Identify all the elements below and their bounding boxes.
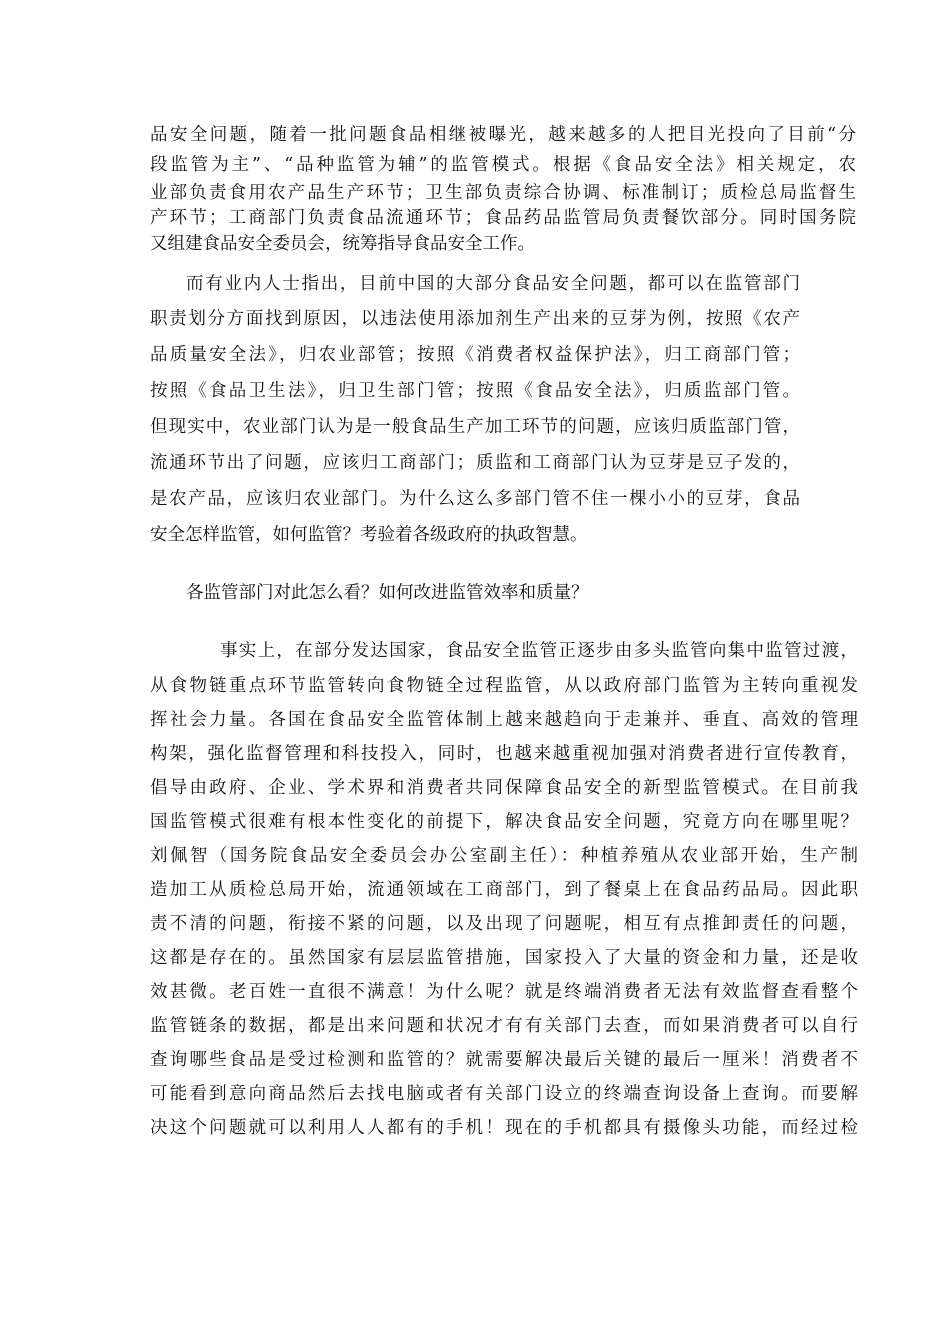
- paragraph-4-line-1: 事实上，在部分发达国家，食品安全监管正逐步由多头监管向集中监管过渡，: [220, 641, 858, 661]
- paragraph-2-line-3: 品质量安全法》，归农业部管；按照《消费者权益保护法》，归工商部门管；: [150, 345, 800, 365]
- paragraph-4-line-5: 倡导由政府、企业、学术界和消费者共同保障食品安全的新型监管模式。在目前我: [150, 778, 858, 798]
- paragraph-4-line-7: 刘佩智（国务院食品安全委员会办公室副主任）：种植养殖从农业部开始，生产制: [150, 846, 858, 866]
- paragraph-4-line-2: 从食物链重点环节监管转向食物链全过程监管，从以政府部门监管为主转向重视发: [150, 676, 858, 696]
- paragraph-4-line-11: 效甚微。老百姓一直很不满意！为什么呢？就是终端消费者无法有效监督查看整个: [150, 982, 858, 1002]
- paragraph-4-line-8: 造加工从质检总局开始，流通领域在工商部门，到了餐桌上在食品药品局。因此职: [150, 880, 858, 900]
- paragraph-4-line-4: 构架，强化监督管理和科技投入，同时，也越来越重视加强对消费者进行宣传教育，: [150, 744, 858, 764]
- paragraph-4-line-15: 决这个问题就可以利用人人都有的手机！现在的手机都具有摄像头功能，而经过检: [150, 1118, 858, 1138]
- paragraph-2-line-6: 流通环节出了问题，应该归工商部门；质监和工商部门认为豆芽是豆子发的，: [150, 453, 800, 473]
- paragraph-4-line-14: 可能看到意向商品然后去找电脑或者有关部门设立的终端查询设备上查询。而要解: [150, 1084, 858, 1104]
- paragraph-4-line-9: 责不清的问题，衔接不紧的问题，以及出现了问题呢，相互有点推卸责任的问题，: [150, 914, 858, 934]
- paragraph-2-line-4: 按照《食品卫生法》，归卫生部门管；按照《食品安全法》，归质监部门管。: [150, 381, 800, 401]
- paragraph-1-line-5: 又组建食品安全委员会，统筹指导食品安全工作。: [150, 234, 535, 254]
- paragraph-4-line-12: 监管链条的数据，都是出来问题和状况才有有关部门去查，而如果消费者可以自行: [150, 1016, 858, 1036]
- paragraph-4-line-6: 国监管模式很难有根本性变化的前提下，解决食品安全问题，究竟方向在哪里呢？: [150, 812, 858, 832]
- paragraph-4-line-10: 这都是存在的。虽然国家有层层监管措施，国家投入了大量的资金和力量，还是收: [150, 948, 858, 968]
- paragraph-2-line-8: 安全怎样监管，如何监管？考验着各级政府的执政智慧。: [150, 525, 588, 545]
- paragraph-2-line-2: 职责划分方面找到原因，以违法使用添加剂生产出来的豆芽为例，按照《农产: [150, 309, 800, 329]
- paragraph-2-line-7: 是农产品，应该归农业部门。为什么这么多部门管不住一棵小小的豆芽，食品: [150, 489, 800, 509]
- paragraph-1-line-1: 品安全问题，随着一批问题食品相继被曝光，越来越多的人把目光投向了目前“分: [150, 125, 856, 145]
- paragraph-2-line-1: 而有业内人士指出，目前中国的大部分食品安全问题，都可以在监管部门: [186, 274, 800, 294]
- paragraph-1-line-2: 段监管为主”、“品种监管为辅”的监管模式。根据《食品安全法》相关规定，农: [150, 155, 856, 175]
- paragraph-4-line-13: 查询哪些食品是受过检测和监管的？就需要解决最后关键的最后一厘米！消费者不: [150, 1050, 858, 1070]
- paragraph-1-line-4: 产环节；工商部门负责食品流通环节；食品药品监管局负责餐饮部分。同时国务院: [150, 208, 856, 228]
- paragraph-4-line-3: 挥社会力量。各国在食品安全监管体制上越来越趋向于走兼并、垂直、高效的管理: [150, 710, 858, 730]
- paragraph-1-line-3: 业部负责食用农产品生产环节；卫生部负责综合协调、标准制订；质检总局监督生: [150, 183, 856, 203]
- question-line: 各监管部门对此怎么看？如何改进监管效率和质量？: [186, 583, 589, 603]
- paragraph-2-line-5: 但现实中，农业部门认为是一般食品生产加工环节的问题，应该归质监部门管，: [150, 417, 800, 437]
